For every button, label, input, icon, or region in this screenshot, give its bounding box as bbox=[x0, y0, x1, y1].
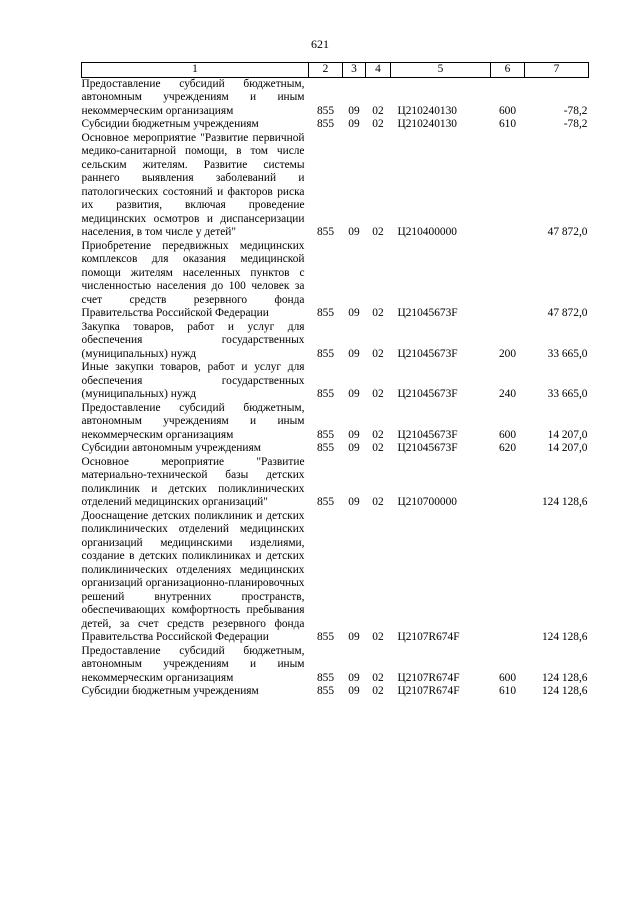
row-c7-cell: 124 128,6 bbox=[541, 631, 588, 643]
row-c3-cell: 09 bbox=[348, 118, 360, 130]
table-row bbox=[82, 402, 589, 443]
row-c5-cell: Ц21045673F bbox=[397, 442, 458, 454]
table-row bbox=[82, 442, 589, 456]
table-row bbox=[82, 321, 589, 362]
row-name-cell: Иные закупки товаров, работ и услуг для обеспечения государственных (муниципальных) нужд bbox=[81, 361, 305, 400]
row-c3-cell: 09 bbox=[348, 685, 360, 697]
row-c2-cell: 855 bbox=[316, 671, 335, 684]
budget-table bbox=[81, 62, 589, 699]
col-header: 3 bbox=[343, 63, 366, 78]
row-c6-cell bbox=[491, 132, 525, 240]
row-c5-cell: Ц21045673F bbox=[397, 347, 458, 360]
row-c4-cell: 02 bbox=[372, 307, 384, 319]
row-name-cell: Приобретение передвижных медицинских комплексов для оказания медицинской помощи жителям населенных пунктов с численностью населения до 100 человек за счет средств резервного фонда Правительства Российской Федерации bbox=[81, 239, 305, 319]
row-c3-cell: 09 bbox=[348, 631, 360, 643]
row-c7-cell: 14 207,0 bbox=[547, 428, 588, 441]
row-c4-cell: 02 bbox=[372, 104, 384, 117]
row-c7-cell: 33 665,0 bbox=[547, 388, 588, 400]
row-c7-cell: 47 872,0 bbox=[547, 307, 588, 319]
row-c3-cell: 09 bbox=[348, 428, 360, 441]
row-c3-cell: 09 bbox=[348, 671, 360, 684]
row-c5-cell: Ц2107R674F bbox=[397, 631, 460, 643]
row-c2-cell: 855 bbox=[316, 307, 335, 319]
row-c5-cell: Ц210700000 bbox=[397, 496, 457, 508]
row-c6-cell bbox=[491, 510, 525, 645]
row-name-cell: Закупка товаров, работ и услуг для обеспечения государственных (муниципальных) нужд bbox=[81, 320, 305, 360]
row-c5-cell: Ц21045673F bbox=[397, 428, 458, 441]
row-c6-cell: 600 bbox=[498, 104, 517, 117]
row-c6-cell: 240 bbox=[498, 388, 517, 400]
row-c7-cell: 33 665,0 bbox=[547, 347, 588, 360]
row-c6-cell: 610 bbox=[498, 118, 517, 130]
row-c5-cell: Ц210400000 bbox=[397, 226, 457, 238]
row-c3-cell: 09 bbox=[348, 388, 360, 400]
row-c5-cell: Ц210240130 bbox=[397, 104, 457, 117]
row-c6-cell: 200 bbox=[498, 347, 517, 360]
row-c6-cell: 620 bbox=[498, 442, 517, 454]
row-c4-cell: 02 bbox=[372, 685, 384, 697]
row-name-cell: Субсидии автономным учреждениям bbox=[81, 442, 261, 454]
row-c7-cell: -78,2 bbox=[563, 104, 588, 117]
row-name-cell: Субсидии бюджетным учреждениям bbox=[81, 118, 259, 130]
table-row bbox=[82, 118, 589, 132]
table-row bbox=[82, 132, 589, 240]
row-c6-cell bbox=[491, 240, 525, 321]
row-name-cell: Основное мероприятие "Развитие первичной медико-санитарной помощи, в том числе сельским жителям. Развитие системы раннего выявления заболеваний и патологических состояний и факторов риска их развития, включая проведение медицинских осмотров и диспансеризации населения, в том числе у детей" bbox=[81, 131, 305, 238]
row-c2-cell: 855 bbox=[316, 388, 335, 400]
table-row bbox=[82, 645, 589, 686]
col-header: 2 bbox=[309, 63, 343, 78]
row-c3-cell: 09 bbox=[348, 307, 360, 319]
row-c3-cell: 09 bbox=[348, 496, 360, 508]
col-header: 4 bbox=[366, 63, 391, 78]
row-c3-cell: 09 bbox=[348, 226, 360, 238]
col-header: 6 bbox=[491, 63, 525, 78]
table-row bbox=[82, 240, 589, 321]
row-c6-cell: 600 bbox=[498, 428, 517, 441]
row-name-cell: Субсидии бюджетным учреждениям bbox=[81, 685, 259, 697]
row-c4-cell: 02 bbox=[372, 118, 384, 130]
row-c2-cell: 855 bbox=[316, 631, 335, 643]
row-c4-cell: 02 bbox=[372, 428, 384, 441]
row-c3-cell: 09 bbox=[348, 347, 360, 360]
row-c6-cell: 600 bbox=[498, 671, 517, 684]
row-c2-cell: 855 bbox=[316, 104, 335, 117]
row-name-cell: Предоставление субсидий бюджетным, автономным учреждениям и иным некоммерческим организациям bbox=[81, 401, 305, 441]
table-row bbox=[82, 77, 589, 118]
col-header: 1 bbox=[82, 63, 309, 78]
row-c2-cell: 855 bbox=[316, 496, 335, 508]
row-c2-cell: 855 bbox=[316, 347, 335, 360]
row-c2-cell: 855 bbox=[316, 226, 335, 238]
row-c4-cell: 02 bbox=[372, 496, 384, 508]
row-c5-cell: Ц2107R674F bbox=[397, 685, 460, 697]
row-c4-cell: 02 bbox=[372, 226, 384, 238]
row-c3-cell: 09 bbox=[348, 104, 360, 117]
row-c7-cell: 47 872,0 bbox=[547, 226, 588, 238]
row-c7-cell: -78,2 bbox=[563, 118, 588, 130]
row-c4-cell: 02 bbox=[372, 671, 384, 684]
row-c7-cell: 124 128,6 bbox=[541, 685, 588, 697]
row-c2-cell: 855 bbox=[316, 685, 335, 697]
row-c5-cell: Ц2107R674F bbox=[397, 671, 460, 684]
row-c7-cell: 14 207,0 bbox=[547, 442, 588, 454]
row-c5-cell: Ц21045673F bbox=[397, 388, 458, 400]
row-c7-cell: 124 128,6 bbox=[541, 671, 588, 684]
row-c5-cell: Ц210240130 bbox=[397, 118, 457, 130]
row-c4-cell: 02 bbox=[372, 388, 384, 400]
row-c5-cell: Ц21045673F bbox=[397, 307, 458, 319]
row-c4-cell: 02 bbox=[372, 347, 384, 360]
row-c6-cell bbox=[491, 456, 525, 510]
row-c2-cell: 855 bbox=[316, 428, 335, 441]
row-name-cell: Основное мероприятие "Развитие материально-технической базы детских поликлиник и детских поликлинических отделений медицинских организаций" bbox=[81, 455, 305, 508]
table-row bbox=[82, 685, 589, 699]
row-c4-cell: 02 bbox=[372, 631, 384, 643]
row-name-cell: Дооснащение детских поликлиник и детских поликлинических отделений медицинских организаций медицинскими изделиями, создание в детских поликлиниках и детских поликлинических отделениях медицинских организаций организационно-планировочных решений внутренних пространств, обеспечивающих комфортность пребывания детей, за счет средств резервного фонда Правительства Российской Федерации bbox=[81, 509, 305, 643]
table-row bbox=[82, 456, 589, 510]
col-header: 7 bbox=[525, 63, 589, 78]
row-c6-cell: 610 bbox=[498, 685, 517, 697]
table-row bbox=[82, 510, 589, 645]
header-row bbox=[82, 63, 589, 78]
page-number: 621 bbox=[311, 37, 329, 51]
row-c2-cell: 855 bbox=[316, 118, 335, 130]
row-c7-cell: 124 128,6 bbox=[541, 496, 588, 508]
table-row bbox=[82, 361, 589, 402]
row-c4-cell: 02 bbox=[372, 442, 384, 454]
row-name-cell: Предоставление субсидий бюджетным, автономным учреждениям и иным некоммерческим организациям bbox=[81, 644, 305, 684]
col-header: 5 bbox=[391, 63, 491, 78]
row-c3-cell: 09 bbox=[348, 442, 360, 454]
row-name-cell: Предоставление субсидий бюджетным, автономным учреждениям и иным некоммерческим организациям bbox=[81, 77, 305, 117]
row-c2-cell: 855 bbox=[316, 442, 335, 454]
